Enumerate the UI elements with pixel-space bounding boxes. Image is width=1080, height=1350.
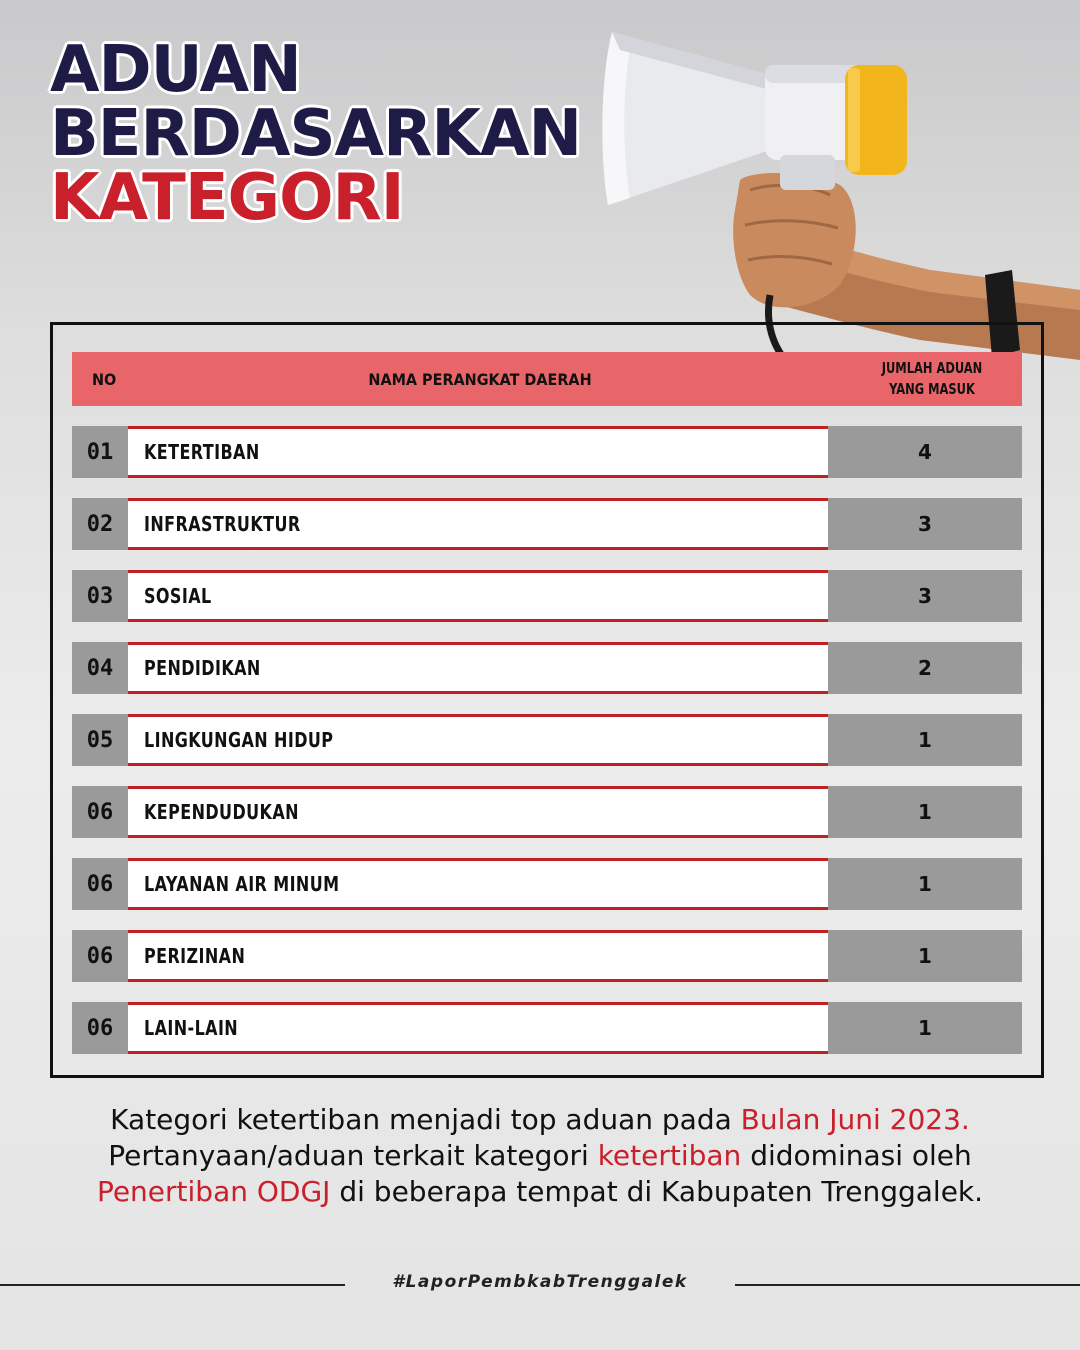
- table-row: [72, 786, 1022, 838]
- row-category-label: PENDIDIKAN: [144, 656, 261, 680]
- caption-line-3: [40, 1174, 1040, 1210]
- row-category: [128, 570, 828, 622]
- row-number: 03: [72, 570, 128, 622]
- title-line-3: KATEGORI: [50, 161, 404, 235]
- row-count: 3: [828, 570, 1022, 622]
- table-row: [72, 714, 1022, 766]
- table-body: [72, 426, 1022, 1074]
- row-category: [128, 642, 828, 694]
- row-number: 02: [72, 498, 128, 550]
- footer-divider-left: [0, 1284, 345, 1286]
- row-number: 06: [72, 786, 128, 838]
- caption-highlight: ketertiban: [597, 1139, 742, 1172]
- caption-line-2: [40, 1138, 1040, 1174]
- row-category-label: LINGKUNGAN HIDUP: [144, 728, 334, 752]
- row-category-label: INFRASTRUKTUR: [144, 512, 301, 536]
- title-line-1: ADUAN: [50, 33, 301, 107]
- row-number: 06: [72, 858, 128, 910]
- caption-text-segment: di beberapa tempat di Kabupaten Trenggalek.: [330, 1175, 984, 1208]
- row-category-label: SOSIAL: [144, 584, 212, 608]
- row-count: 2: [828, 642, 1022, 694]
- caption-text-segment: Kategori ketertiban menjadi top aduan pada: [110, 1103, 741, 1136]
- row-count: 1: [828, 858, 1022, 910]
- row-category: [128, 1002, 828, 1054]
- caption-text-segment: didominasi oleh: [741, 1139, 972, 1172]
- caption-text: [40, 1102, 1040, 1210]
- row-category: [128, 426, 828, 478]
- row-count: 3: [828, 498, 1022, 550]
- caption-highlight: Penertiban ODGJ: [96, 1175, 331, 1208]
- row-count: 1: [828, 714, 1022, 766]
- row-category: [128, 858, 828, 910]
- row-number: 04: [72, 642, 128, 694]
- row-category: [128, 930, 828, 982]
- page-title: [50, 33, 610, 235]
- table-row: [72, 858, 1022, 910]
- row-number: 05: [72, 714, 128, 766]
- caption-highlight: Bulan Juni 2023.: [740, 1103, 970, 1136]
- row-category-label: KETERTIBAN: [144, 440, 260, 464]
- caption-line-1: [40, 1102, 1040, 1138]
- row-number: 06: [72, 930, 128, 982]
- caption-text-segment: Pertanyaan/aduan terkait kategori: [108, 1139, 598, 1172]
- footer-divider-right: [735, 1284, 1080, 1286]
- row-count: 1: [828, 1002, 1022, 1054]
- row-category-label: KEPENDUDUKAN: [144, 800, 299, 824]
- column-header-count: [864, 358, 1000, 400]
- table-row: [72, 426, 1022, 478]
- column-header-name: NAMA PERANGKAT DAERAH: [368, 370, 592, 389]
- table-header: [72, 352, 1022, 406]
- row-count: 1: [828, 930, 1022, 982]
- column-header-no: NO: [92, 370, 117, 389]
- column-header-count-line1: JUMLAH ADUAN: [881, 359, 983, 377]
- row-number: 06: [72, 1002, 128, 1054]
- row-category-label: PERIZINAN: [144, 944, 246, 968]
- row-number: 01: [72, 426, 128, 478]
- row-count: 1: [828, 786, 1022, 838]
- row-category: [128, 714, 828, 766]
- table-row: [72, 570, 1022, 622]
- column-header-count-line2: YANG MASUK: [889, 380, 975, 398]
- row-category-label: LAYANAN AIR MINUM: [144, 872, 340, 896]
- row-count: 4: [828, 426, 1022, 478]
- table-row: [72, 1002, 1022, 1054]
- row-category: [128, 786, 828, 838]
- table-row: [72, 930, 1022, 982]
- title-line-2: BERDASARKAN: [50, 97, 582, 171]
- table-row: [72, 642, 1022, 694]
- row-category-label: LAIN-LAIN: [144, 1016, 239, 1040]
- table-row: [72, 498, 1022, 550]
- footer-hashtag: #LaporPembkabTrenggalek: [392, 1272, 688, 1292]
- row-category: [128, 498, 828, 550]
